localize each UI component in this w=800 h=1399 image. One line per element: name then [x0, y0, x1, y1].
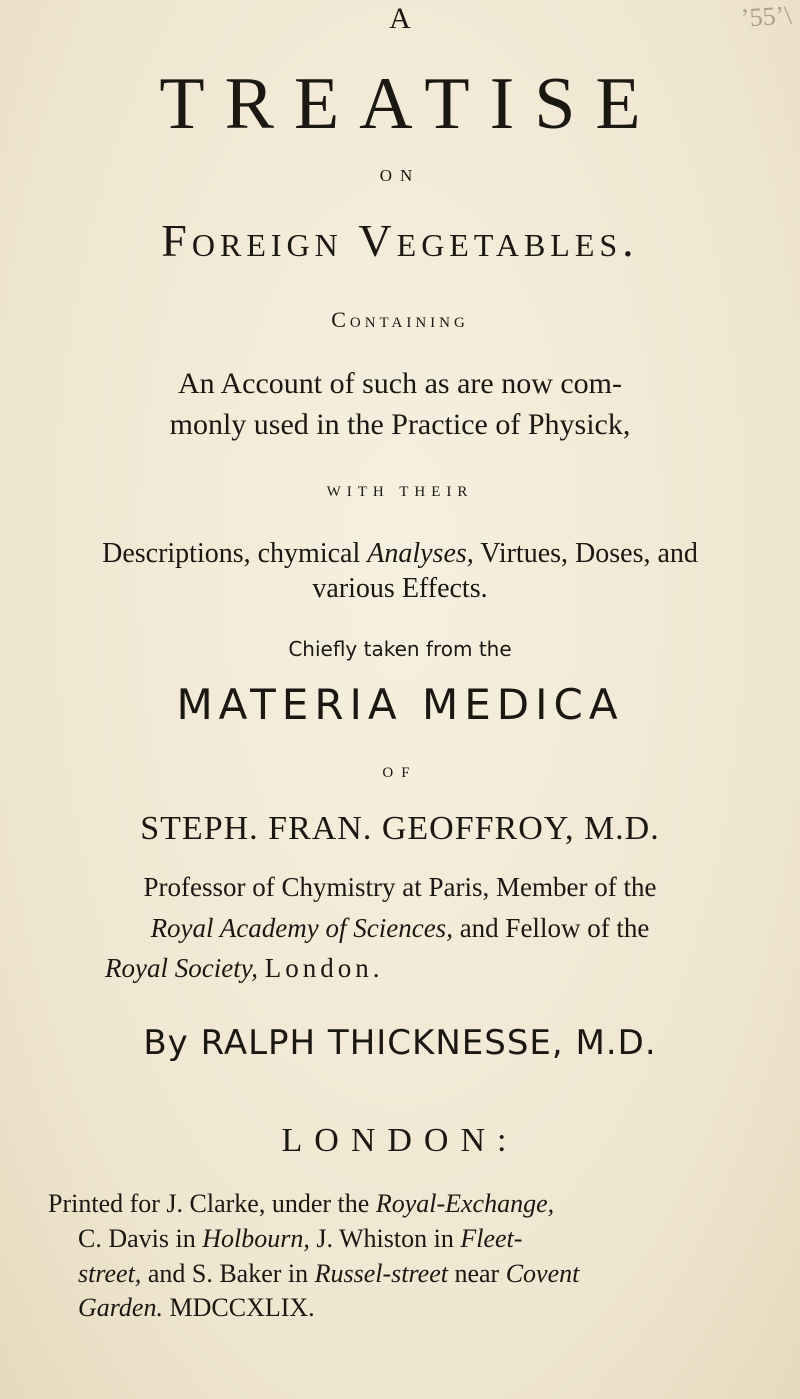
street-word: street,: [78, 1259, 142, 1288]
subject-title: Foreign Vegetables.: [161, 215, 639, 266]
article-a: A: [389, 2, 411, 35]
davis-text: C. Davis in: [78, 1224, 196, 1253]
baker-text: and S. Baker in: [147, 1259, 309, 1288]
imprint-city: LONDON:: [281, 1122, 519, 1159]
virtues-text: Virtues, Doses, and: [480, 538, 698, 569]
professor-line-3: [105, 953, 383, 984]
near-word: near: [454, 1259, 500, 1288]
account-line-2: monly used in the Practice of Physick,: [169, 408, 631, 441]
library-mark: ʼ55ʼ\: [740, 0, 793, 33]
date-roman: MDCCXLIX.: [169, 1293, 315, 1322]
covent: Covent: [505, 1259, 580, 1288]
fellow-text: and Fellow of the: [459, 913, 650, 943]
royal-academy: Royal Academy of Sciences,: [150, 913, 453, 943]
translator-line: By RALPH THICKNESSE, M.D.: [143, 1023, 657, 1063]
imprint-line-1: [48, 1189, 554, 1219]
materia-medica: MATERIA MEDICA: [176, 680, 624, 729]
with-their-line: WITH THEIR: [326, 484, 474, 500]
royal-society: Royal Society,: [105, 953, 258, 983]
fleet: Fleet-: [460, 1224, 523, 1253]
imprint-line-4: [78, 1293, 315, 1323]
analyses-word: Analyses,: [367, 538, 474, 569]
descriptions-line-1: [0, 538, 800, 570]
printed-for: Printed for J. Clarke, under the: [48, 1189, 370, 1218]
royal-exchange: Royal-Exchange,: [375, 1189, 555, 1218]
main-title: TREATISE: [159, 63, 661, 145]
descriptions-text: Descriptions, chymical: [102, 538, 361, 569]
imprint-line-2: [78, 1224, 522, 1254]
london-word: London.: [264, 953, 384, 983]
imprint-line-3: [78, 1259, 579, 1289]
of-word: OF: [382, 765, 418, 781]
russel-street: Russel-street: [314, 1259, 448, 1288]
account-line-1: An Account of such as are now com-: [177, 367, 623, 400]
on-word: ON: [379, 166, 421, 185]
garden-word: Garden.: [78, 1293, 163, 1322]
chiefly-line: Chiefly taken from the: [288, 637, 512, 661]
professor-line-1: Professor of Chymistry at Paris, Member of the: [143, 872, 657, 902]
descriptions-line-2: various Effects.: [312, 573, 488, 604]
holbourn: Holbourn,: [202, 1224, 310, 1253]
professor-line-2: [0, 913, 800, 944]
whiston-text: J. Whiston in: [316, 1224, 454, 1253]
containing-line: Containing: [331, 307, 469, 332]
author-name: STEPH. FRAN. GEOFFROY, M.D.: [140, 810, 660, 847]
